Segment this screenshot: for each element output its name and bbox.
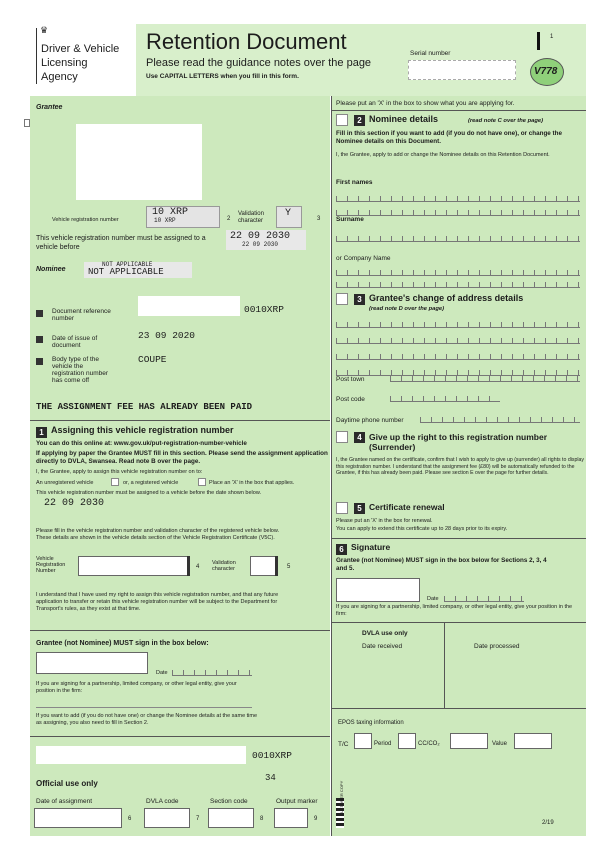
- agency-name-line1: Driver & Vehicle: [41, 43, 120, 55]
- column-divider: [331, 96, 332, 836]
- value-label: Value: [492, 741, 507, 747]
- dvla-code-field[interactable]: [144, 808, 190, 828]
- section5-title: Certificate renewal: [369, 502, 445, 512]
- post-code-label: Post code: [336, 396, 365, 403]
- box-number-8: 8: [260, 816, 264, 822]
- section5-number: 5: [354, 503, 365, 514]
- section-code-label: Section code: [210, 798, 248, 805]
- page-code: 2/19: [542, 820, 554, 826]
- s1-sign-heading: Grantee (not Nominee) MUST sign in the box below:: [36, 640, 209, 647]
- form-code: V778: [534, 66, 558, 77]
- bottom-ref: 0010XRP: [252, 750, 292, 761]
- bottom-ref-number: 34: [265, 773, 276, 783]
- section2-apply: I, the Grantee, apply to add or change the Nominee details on this Retention Document.: [336, 152, 550, 158]
- s1-vrn-input[interactable]: [78, 556, 190, 576]
- official-use-label: Official use only: [36, 779, 98, 788]
- vrn-value: 10 XRP: [152, 207, 189, 218]
- date-of-assignment-field[interactable]: [34, 808, 122, 828]
- section4-title: Give up the right to this registration number (Surrender): [369, 432, 548, 453]
- crest-icon: ♛: [40, 25, 49, 35]
- assign-before-text: This vehicle registration number must be assigned to a vehicle before: [36, 235, 206, 252]
- box-number-3: 3: [317, 216, 321, 222]
- company-line2[interactable]: [336, 282, 580, 288]
- s1-add-nominee: If you want to add (if you do not have one) or change the Nominee details at the same time as assigning, you also need to fill in Section 2.: [36, 713, 258, 726]
- section1-title: Assigning this vehicle registration number: [51, 425, 234, 435]
- sign-heading-rule: [30, 630, 330, 631]
- date-processed-label: Date processed: [474, 643, 520, 650]
- page-number: 1: [550, 34, 554, 40]
- grantee-label: Grantee: [36, 104, 63, 111]
- section3-title: Grantee's change of address details: [369, 293, 524, 303]
- section3-note: (read note D over the page): [369, 306, 445, 312]
- section5-text2: You can apply to extend this certificate up to 28 days prior to its expiry.: [336, 526, 508, 532]
- docref-value: 0010XRP: [244, 304, 284, 315]
- validation-label: Validation character: [238, 211, 264, 224]
- body-type-value: COUPE: [138, 354, 167, 365]
- daytime-phone-line[interactable]: [420, 417, 580, 423]
- docref-redacted: [138, 296, 240, 316]
- cc-label: CC/CO₂: [418, 741, 440, 747]
- nominee-label: Nominee: [36, 266, 66, 273]
- section2-note: (read note C over the page): [468, 118, 544, 124]
- customer-copy-label: CUSTOMER COPY: [339, 780, 344, 816]
- section6-number: 6: [336, 544, 347, 555]
- registered-checkbox[interactable]: [198, 478, 206, 486]
- validation-value: Y: [285, 208, 292, 219]
- address-line2[interactable]: [336, 338, 580, 344]
- section3-number: 3: [354, 294, 365, 305]
- capital-letters-instruction: Use CAPITAL LETTERS when you fill in this form.: [146, 73, 299, 80]
- section1-date: 22 09 2030: [44, 498, 105, 509]
- section6-partnership: If you are signing for a partnership, limited company, or other legal entity, give your position in the firm:: [336, 604, 573, 617]
- first-names-line1[interactable]: [336, 196, 580, 202]
- post-town-label: Post town: [336, 376, 365, 383]
- section4-number: 4: [354, 432, 365, 443]
- nominee-value: NOT APPLICABLE: [88, 267, 164, 277]
- first-names-label: First names: [336, 179, 373, 186]
- s1-signature-box[interactable]: [36, 652, 148, 674]
- vrn-label: Vehicle registration number: [52, 217, 119, 223]
- post-code-line[interactable]: [390, 396, 500, 402]
- section1-apply: I, the Grantee, apply to assign this vehicle registration number on to:: [36, 469, 203, 475]
- section-code-field[interactable]: [208, 808, 254, 828]
- dvla-use-top-rule: [332, 622, 586, 623]
- section4-text: I, the Grantee named on the certificate, confirm that I wish to apply to give up (surrender) all rights to display this registration number. I understand that the assignment fee (£80) will be automatically refunded to the Grantee, if this has already been paid. Please see section E over the page for further details.: [336, 457, 584, 476]
- s1-position-line[interactable]: [36, 707, 252, 708]
- must-be-assigned-text: This vehicle registration number must be assigned to a vehicle before the date shown below.: [36, 490, 262, 496]
- section1-rule: [30, 420, 330, 421]
- docref-bullet: [36, 310, 43, 317]
- section5-checkbox[interactable]: [336, 502, 348, 514]
- section2-number: 2: [354, 115, 365, 126]
- section2-checkbox[interactable]: [336, 114, 348, 126]
- period-field[interactable]: [398, 733, 416, 749]
- section1-fill-in: Please fill in the vehicle registration number and validation character of the registered vehicle below. These details are shown in the vehicle details section of the Vehicle Registration Certificate (V5C).: [36, 528, 280, 541]
- section2-text: Fill in this section if you want to add (if you do not have one), or change the Nominee details on this Document.: [336, 130, 562, 145]
- surname-line[interactable]: [336, 236, 580, 242]
- section2-title: Nominee details: [369, 114, 439, 124]
- unregistered-label: An unregistered vehicle: [36, 480, 94, 486]
- section4-checkbox[interactable]: [336, 431, 348, 443]
- section6-rule: [332, 538, 586, 539]
- grantee-address-redacted: [76, 124, 202, 200]
- output-marker-field[interactable]: [274, 808, 308, 828]
- section1-paper: If applying by paper the Grantee MUST fill in this section. Please send the assignment application directly to DVLA, Swansea. Read note B over the page.: [36, 450, 328, 465]
- right-intro-rule: [332, 110, 586, 111]
- company-label: or Company Name: [336, 255, 391, 262]
- fee-notice: THE ASSIGNMENT FEE HAS ALREADY BEEN PAID: [36, 402, 253, 412]
- address-line3[interactable]: [336, 354, 580, 360]
- box-number-9: 9: [314, 816, 318, 822]
- right-intro: Please put an 'X' in the box to show what you are applying for.: [336, 100, 515, 107]
- epos-label: EPOS taxing information: [338, 720, 404, 726]
- section6-date-line[interactable]: [444, 596, 524, 602]
- address-line1[interactable]: [336, 322, 580, 328]
- doi-label: Date of issue of document: [52, 335, 98, 350]
- place-x-label: Place an 'X' in the box that applies.: [209, 480, 295, 486]
- box-number-6: 6: [128, 816, 132, 822]
- s1-validation-input-edge: [275, 556, 278, 576]
- s1-vrn-label: Vehicle Registration Number: [36, 556, 66, 575]
- vrn-value-small: 10 XRP: [154, 217, 176, 224]
- tearoff-rule: [30, 736, 330, 737]
- output-marker-label: Output marker: [276, 798, 318, 805]
- box-number-5: 5: [287, 564, 291, 570]
- first-names-line2[interactable]: [336, 210, 580, 216]
- assign-before-date-small: 22 09 2030: [242, 241, 279, 248]
- dvla-use-divider: [444, 622, 445, 708]
- s1-date-line[interactable]: [172, 670, 252, 676]
- tc-label: T/C: [338, 741, 349, 748]
- s1-validation-input[interactable]: [250, 556, 278, 576]
- docref-label: Document reference number: [52, 308, 111, 323]
- section1-understand: I understand that I have used my right to assign this vehicle registration number, and that any future application to transfer or retain this vehicle registration number will be subject to the Department for Transport's rules, as they exist at that time.: [36, 592, 279, 612]
- dvla-code-label: DVLA code: [146, 798, 179, 805]
- page-marker-bar: [537, 32, 540, 50]
- assign-before-date: 22 09 2030: [230, 231, 291, 242]
- serial-number-label: Serial number: [410, 50, 451, 57]
- doi-value: 23 09 2020: [138, 330, 196, 341]
- grantee-corner-mark: [24, 119, 30, 127]
- or-registered-label: or, a registered vehicle: [123, 480, 179, 486]
- company-line1[interactable]: [336, 270, 580, 276]
- period-label: Period: [374, 741, 392, 747]
- s1-date-label: Date: [156, 670, 168, 676]
- section1-online: You can do this online at: www.gov.uk/put-registration-number-vehicle: [36, 440, 247, 447]
- agency-logo-rule: [36, 28, 37, 84]
- page-subtitle: Please read the guidance notes over the page: [146, 57, 372, 69]
- date-of-assignment-label: Date of assignment: [36, 798, 93, 805]
- section3-checkbox[interactable]: [336, 293, 348, 305]
- page-title: Retention Document: [146, 29, 347, 54]
- s1-validation-label: Validation character: [212, 560, 236, 573]
- unregistered-checkbox[interactable]: [111, 478, 119, 486]
- daytime-phone-label: Daytime phone number: [336, 417, 404, 424]
- section6-title: Signature: [351, 542, 391, 552]
- date-received-label: Date received: [362, 643, 403, 650]
- nominee-value-small: NOT APPLICABLE: [102, 261, 153, 268]
- value-field[interactable]: [514, 733, 552, 749]
- dvla-use-label: DVLA use only: [362, 630, 408, 637]
- section6-date-label: Date: [427, 596, 439, 602]
- surname-label: Surname: [336, 216, 364, 223]
- section6-text: Grantee (not Nominee) MUST sign in the box below for Sections 2, 3, 4 and 5.: [336, 557, 547, 572]
- tc-field[interactable]: [354, 733, 372, 749]
- s1-partnership: If you are signing for a partnership, limited company, or other legal entity, give your position in the firm:: [36, 681, 237, 694]
- body-type-bullet: [36, 358, 43, 365]
- serial-number-field: [408, 60, 516, 80]
- bottom-ref-redacted: [36, 746, 246, 764]
- section5-text1: Please put an 'X' in the box for renewal.: [336, 518, 433, 524]
- section6-signature-box[interactable]: [336, 578, 420, 602]
- body-type-label: Body type of the vehicle the registration number has come off: [52, 356, 108, 385]
- section1-number: 1: [36, 427, 47, 438]
- epos-rule: [332, 708, 586, 709]
- agency-name-line3: Agency: [41, 71, 78, 83]
- box-number-4: 4: [196, 564, 200, 570]
- box-number-2: 2: [227, 216, 231, 222]
- post-town-line[interactable]: [390, 376, 580, 382]
- doi-bullet: [36, 336, 43, 343]
- s1-vrn-input-edge: [187, 556, 190, 576]
- box-number-7: 7: [196, 816, 200, 822]
- cc-field[interactable]: [450, 733, 488, 749]
- agency-name-line2: Licensing: [41, 57, 88, 69]
